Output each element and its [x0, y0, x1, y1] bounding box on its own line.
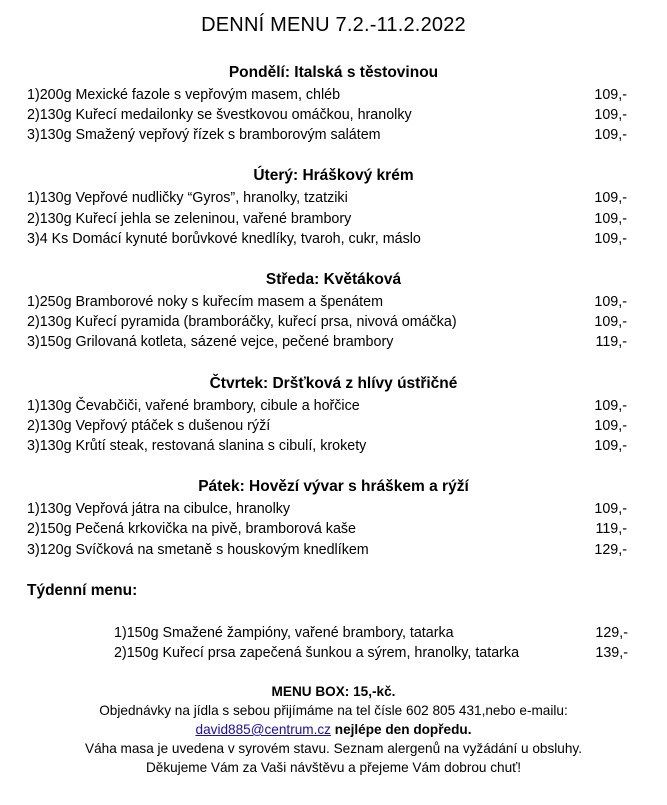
dish-name: 3)130g Smažený vepřový řízek s bramborovým salátem	[27, 127, 381, 143]
dish-price: 139,-	[595, 645, 628, 661]
menu-item	[27, 332, 627, 352]
dish-name: 1)130g Vepřové nudličky “Gyros”, hranolky, tzatziki	[27, 190, 348, 206]
dish-name: 3)4 Ks Domácí kynuté borůvkové knedlíky, tvaroh, cukr, máslo	[27, 231, 421, 247]
dish-price: 109,-	[594, 231, 627, 247]
dish-name: 1)150g Smažené žampióny, vařené brambory, tatarka	[114, 625, 454, 641]
day-heading-friday: Pátek: Hovězí vývar s hráškem a rýží	[198, 478, 469, 495]
menu-item	[27, 188, 627, 208]
menu-item	[27, 292, 627, 312]
dish-name: 1)130g Vepřová játra na cibulce, hranolky	[27, 501, 291, 517]
menu-item	[27, 85, 627, 105]
dish-name: 3)150g Grilovaná kotleta, sázené vejce, pečené brambory	[27, 334, 394, 350]
day-heading-tuesday: Úterý: Hráškový krém	[253, 167, 414, 184]
dish-name: 2)130g Vepřový ptáček s dušenou rýží	[27, 418, 271, 434]
weekly-menu-heading: Týdenní menu:	[27, 582, 138, 599]
dish-price: 109,-	[594, 294, 627, 310]
dish-price: 109,-	[594, 398, 627, 414]
dish-name: 3)130g Krůtí steak, restovaná slanina s cibulí, krokety	[27, 438, 367, 454]
menu-item	[27, 519, 627, 539]
weekly-menu-item	[114, 623, 628, 643]
dish-price: 109,-	[594, 127, 627, 143]
day-heading-wednesday: Středa: Květáková	[265, 271, 402, 288]
menu-item	[27, 396, 627, 416]
order-info: Objednávky na jídla s sebou přijímáme na tel čísle 602 805 431,nebo e-mailu:	[99, 703, 568, 718]
dish-price: 109,-	[594, 107, 627, 123]
dish-price: 119,-	[595, 334, 627, 350]
dish-price: 109,-	[594, 501, 627, 517]
day-heading-thursday: Čtvrtek: Dršťková z hlívy ústřičné	[209, 375, 458, 392]
dish-price: 109,-	[594, 87, 627, 103]
dish-price: 109,-	[594, 438, 627, 454]
dish-price: 109,-	[594, 314, 627, 330]
menu-item	[27, 125, 627, 145]
menu-item	[27, 229, 627, 249]
dish-price: 109,-	[594, 418, 627, 434]
dish-name: 2)130g Kuřecí pyramida (bramboráčky, kuřecí prsa, nivová omáčka)	[27, 314, 457, 330]
menu-item	[27, 209, 627, 229]
weight-allergen-note: Váha masa je uvedena v syrovém stavu. Seznam alergenů na vyžádání u obsluhy.	[85, 741, 582, 756]
dish-name: 3)120g Svíčková na smetaně s houskovým knedlíkem	[27, 542, 369, 558]
dish-price: 129,-	[594, 542, 627, 558]
menu-item	[27, 416, 627, 436]
menu-item	[27, 540, 627, 560]
menu-box-note: MENU BOX: 15,-kč.	[271, 684, 396, 699]
dish-price: 119,-	[595, 521, 627, 537]
menu-item	[27, 105, 627, 125]
menu-item	[27, 499, 627, 519]
day-heading-monday: Pondělí: Italská s těstovinou	[228, 64, 439, 81]
page-title: DENNÍ MENU 7.2.-11.2.2022	[201, 14, 466, 36]
dish-price: 109,-	[594, 190, 627, 206]
dish-name: 2)130g Kuřecí jehla se zeleninou, vařené brambory	[27, 211, 352, 227]
thanks-note: Děkujeme Vám za Vaši návštěvu a přejeme Vám dobrou chuť!	[145, 760, 522, 775]
email-link[interactable]: david885@centrum.cz	[195, 722, 331, 737]
dish-price: 129,-	[595, 625, 628, 641]
menu-item	[27, 436, 627, 456]
dish-name: 2)150g Pečená krkovička na pivě, bramborová kaše	[27, 521, 357, 537]
weekly-menu-item	[114, 643, 628, 663]
dish-name: 1)250g Bramborové noky s kuřecím masem a špenátem	[27, 294, 383, 310]
dish-name: 1)130g Čevabčiči, vařené brambory, cibule a hořčice	[27, 398, 360, 414]
email-suffix: nejlépe den dopředu.	[330, 722, 472, 737]
menu-item	[27, 312, 627, 332]
dish-price: 109,-	[594, 211, 627, 227]
dish-name: 2)150g Kuřecí prsa zapečená šunkou a sýrem, hranolky, tatarka	[114, 645, 520, 661]
dish-name: 1)200g Mexické fazole s vepřovým masem, chléb	[27, 87, 341, 103]
dish-name: 2)130g Kuřecí medailonky se švestkovou omáčkou, hranolky	[27, 107, 412, 123]
email-line	[0, 721, 667, 739]
